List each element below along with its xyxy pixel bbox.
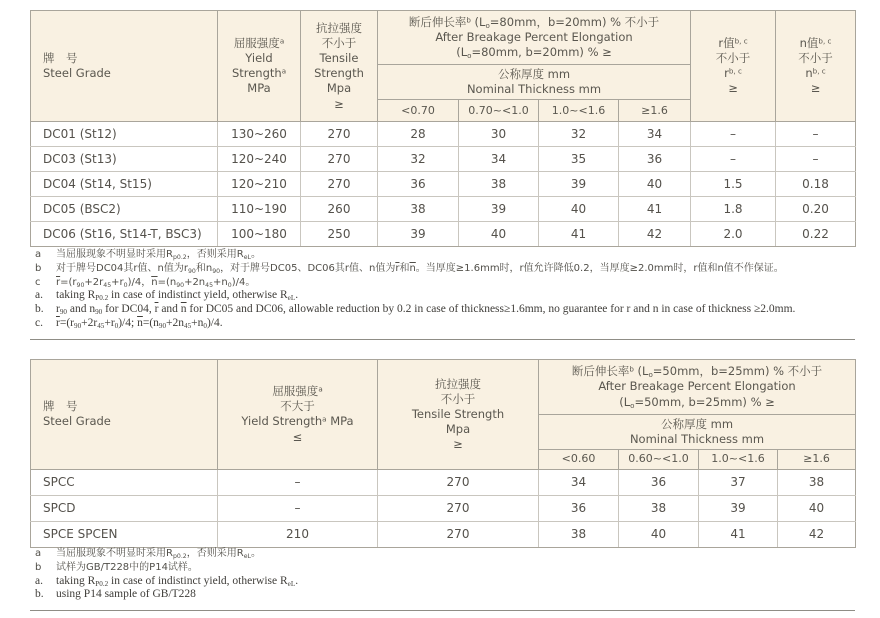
col-header-r-value: r值$^{b, c}$ 不小于 $r^{b, c}$ ≥ (691, 11, 776, 122)
footnote-text: 当屈服现象不明显时采用$R_{p0.2}$，否则采用$R_{eL}$。 (56, 249, 261, 261)
cell-grade: DC05 (BSC2) (31, 197, 218, 222)
cell-elongation: 41 (699, 521, 778, 547)
footnote-c-cn (30, 276, 855, 290)
cell-elongation: 37 (699, 469, 778, 495)
col-header-tensile-strength: 抗拉强度 不小于 Tensile Strength Mpa ≥ (378, 360, 539, 470)
footnote-text: $\overline{r}=(r_{90}+2r_{45}+r_0)/4$，$\overline{n}=(n_{90}+2n_{45}+n_0)/4$。 (56, 276, 256, 289)
footnote-b-cn (30, 262, 855, 276)
col-header-tensile-strength: 抗拉强度 不小于 Tensile Strength Mpa ≥ (301, 11, 378, 122)
col-header-thickness-range: ≥1.6 (778, 450, 856, 470)
cell-n-value: – (776, 147, 856, 172)
cell-tensile: 260 (301, 197, 378, 222)
footnote-marker: b (35, 262, 42, 274)
cell-yield: 120~240 (218, 147, 301, 172)
col-header-thickness-range: <0.70 (378, 100, 459, 122)
cell-grade: SPCC (31, 469, 218, 495)
cell-elongation: 40 (459, 222, 539, 247)
footnote-a-cn (30, 547, 855, 561)
cell-elongation: 32 (539, 122, 619, 147)
spc-steel-grades-table (30, 359, 856, 548)
footnote-marker: a. (35, 289, 43, 302)
cell-r-value: 1.8 (691, 197, 776, 222)
cell-elongation: 38 (459, 172, 539, 197)
footnote-text: 对于牌号DC04其r值、n值为$r_{90}$和$n_{90}$，对于牌号DC05、DC06其r值、n值为$\overline{r}$和$\overline{n}$。当厚度≥1.6mm时，r值允许降低0.2，当厚度≥2.0mm时，r值和n值不作保证。 (56, 262, 784, 275)
footnote-marker: c (35, 276, 41, 288)
col-header-elongation: 断后伸长率$^b$ ($L_o=80mm$，b=20mm) % 不小于 After Breakage Percent Elongation ($L_o=80mm$, b=20mm) % ≥ (378, 11, 691, 65)
col-header-elongation: 断后伸长率$^b$ ($L_o=50mm$，b=25mm) % 不小于 After Breakage Percent Elongation ($L_o=50mm$, b=25mm) % ≥ (539, 360, 856, 415)
table-row (31, 222, 856, 247)
cell-r-value: – (691, 147, 776, 172)
cell-elongation: 30 (459, 122, 539, 147)
col-header-steel-grade: 牌 号 Steel Grade (31, 11, 218, 122)
footnote-text: 试样为GB/T228中的P14试样。 (56, 561, 198, 573)
cell-elongation: 36 (619, 147, 691, 172)
footnote-marker: c. (35, 316, 43, 329)
cell-yield: 100~180 (218, 222, 301, 247)
cell-r-value: 1.5 (691, 172, 776, 197)
cell-grade: DC01 (St12) (31, 122, 218, 147)
cell-n-value: 0.18 (776, 172, 856, 197)
cell-n-value: 0.20 (776, 197, 856, 222)
table-row (31, 521, 856, 547)
cell-yield: 110~190 (218, 197, 301, 222)
col-header-thickness-range: <0.60 (539, 450, 619, 470)
section-divider (30, 610, 855, 611)
footnote-marker: b. (35, 588, 44, 601)
cell-elongation: 36 (619, 469, 699, 495)
dc-steel-grades-table (30, 10, 856, 247)
footnote-b-en (30, 303, 855, 317)
cell-yield: 130~260 (218, 122, 301, 147)
col-header-nominal-thickness: 公称厚度 mm Nominal Thickness mm (539, 415, 856, 450)
col-header-n-value: n值$^{b, c}$ 不小于 $n^{b, c}$ ≥ (776, 11, 856, 122)
cell-elongation: 39 (459, 197, 539, 222)
cell-elongation: 39 (378, 222, 459, 247)
cell-tensile: 270 (378, 521, 539, 547)
footnote-marker: b (35, 561, 42, 573)
footnote-a-cn (30, 248, 855, 262)
cell-elongation: 40 (539, 197, 619, 222)
cell-grade: DC06 (St16, St14-T, BSC3) (31, 222, 218, 247)
col-header-thickness-range: 0.70~<1.0 (459, 100, 539, 122)
footnote-a-en (30, 289, 855, 303)
cell-yield: – (218, 469, 378, 495)
footnote-b-en (30, 588, 855, 602)
cell-yield: – (218, 495, 378, 521)
footnote-text: $r_{90}$ and $n_{90}$ for DC04, $\overline{r}$ and $\overline{n}$ for DC05 and DC06, allowable reduction by 0.2 in case of thickness≥1.6mm, no guarantee for r and n in case of thickness ≥2.0mm. (56, 303, 796, 317)
cell-elongation: 36 (378, 172, 459, 197)
cell-elongation: 40 (619, 521, 699, 547)
cell-grade: DC03 (St13) (31, 147, 218, 172)
cell-n-value: – (776, 122, 856, 147)
cell-r-value: – (691, 122, 776, 147)
section-divider (30, 339, 855, 340)
table2-footnotes (30, 547, 855, 602)
cell-elongation: 42 (778, 521, 856, 547)
cell-r-value: 2.0 (691, 222, 776, 247)
col-header-thickness-range: ≥1.6 (619, 100, 691, 122)
cell-elongation: 38 (778, 469, 856, 495)
cell-yield: 120~210 (218, 172, 301, 197)
footnote-b-cn (30, 561, 855, 575)
cell-tensile: 270 (301, 122, 378, 147)
footnote-text: taking $R_{P0.2}$ in case of indistinct yield, otherwise $R_{eL}$. (56, 574, 299, 588)
cell-elongation: 39 (699, 495, 778, 521)
table-row (31, 197, 856, 222)
footnote-text: taking $R_{P0.2}$ in case of indistinct yield, otherwise $R_{eL}$. (56, 289, 299, 303)
col-header-nominal-thickness: 公称厚度 mm Nominal Thickness mm (378, 65, 691, 100)
cell-tensile: 270 (378, 469, 539, 495)
col-header-thickness-range: 0.60~<1.0 (619, 450, 699, 470)
cell-grade: SPCE SPCEN (31, 521, 218, 547)
footnote-text: 当屈服现象不明显时采用$R_{p0.2}$，否则采用$R_{eL}$。 (56, 548, 261, 560)
cell-tensile: 270 (301, 147, 378, 172)
footnote-c-en (30, 317, 855, 331)
footnote-marker: a (35, 548, 42, 559)
footnote-marker: a. (35, 574, 43, 587)
cell-elongation: 32 (378, 147, 459, 172)
cell-elongation: 35 (539, 147, 619, 172)
cell-elongation: 40 (778, 495, 856, 521)
cell-elongation: 34 (539, 469, 619, 495)
cell-tensile: 250 (301, 222, 378, 247)
cell-elongation: 38 (539, 521, 619, 547)
cell-elongation: 34 (459, 147, 539, 172)
table-row (31, 495, 856, 521)
cell-elongation: 28 (378, 122, 459, 147)
table1-footnotes (30, 248, 855, 331)
table-row (31, 172, 856, 197)
footnote-marker: b. (35, 303, 44, 316)
col-header-thickness-range: 1.0~<1.6 (539, 100, 619, 122)
cell-grade: SPCD (31, 495, 218, 521)
cell-elongation: 34 (619, 122, 691, 147)
col-header-thickness-range: 1.0~<1.6 (699, 450, 778, 470)
cell-elongation: 39 (539, 172, 619, 197)
cell-elongation: 38 (619, 495, 699, 521)
cell-tensile: 270 (301, 172, 378, 197)
table-row (31, 122, 856, 147)
cell-elongation: 41 (619, 197, 691, 222)
cell-elongation: 38 (378, 197, 459, 222)
footnote-text: $\overline{r}=(r_{90}+2r_{45}+r_0)/4$; $\overline{n}=(n_{90}+2n_{45}+n_0)/4$. (56, 316, 223, 331)
footnote-marker: a (35, 249, 42, 260)
cell-elongation: 42 (619, 222, 691, 247)
footnote-text: using P14 sample of GB/T228 (56, 588, 196, 601)
cell-elongation: 40 (619, 172, 691, 197)
cell-grade: DC04 (St14, St15) (31, 172, 218, 197)
cell-elongation: 41 (539, 222, 619, 247)
table-row (31, 469, 856, 495)
col-header-steel-grade: 牌 号 Steel Grade (31, 360, 218, 470)
col-header-yield-strength: 屈服强度$^a$ 不大于 Yield Strength$^a$ MPa ≤ (218, 360, 378, 470)
cell-n-value: 0.22 (776, 222, 856, 247)
table-row (31, 147, 856, 172)
cell-elongation: 36 (539, 495, 619, 521)
cell-tensile: 270 (378, 495, 539, 521)
cell-yield: 210 (218, 521, 378, 547)
footnote-a-en (30, 575, 855, 589)
col-header-yield-strength: 屈服强度$^a$ Yield Strength$^a$ MPa (218, 11, 301, 122)
